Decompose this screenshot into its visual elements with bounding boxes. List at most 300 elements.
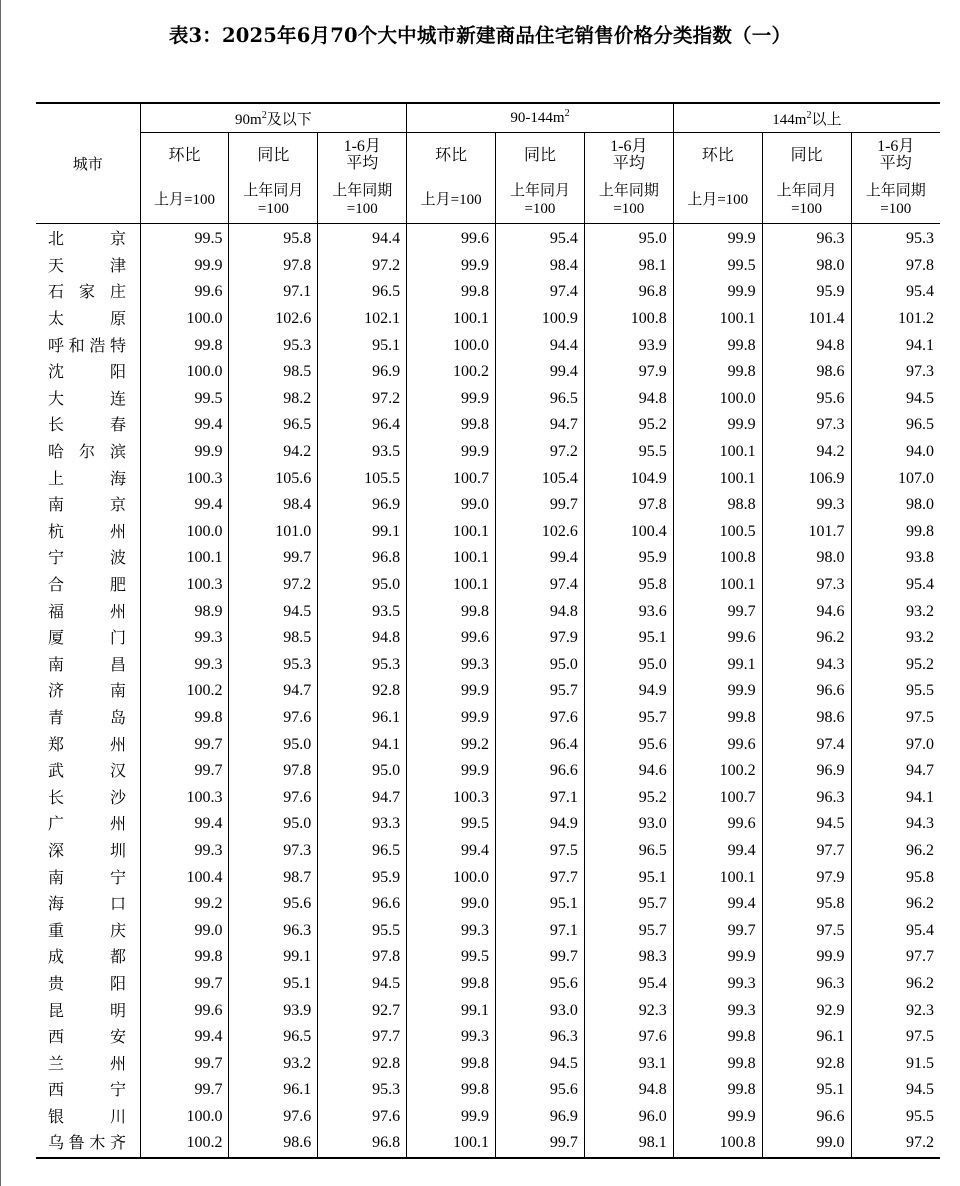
header-line: 上月=100 — [154, 192, 215, 208]
value-cell: 97.3 — [906, 363, 934, 381]
value-cell: 97.7 — [906, 948, 934, 966]
value-cell: 99.9 — [407, 253, 496, 280]
value-cell: 99.9 — [407, 386, 496, 413]
value-cell: 99.8 — [673, 1024, 762, 1051]
value-cell: 94.8 — [762, 332, 851, 359]
city-name: 天津 — [48, 255, 126, 275]
city-cell — [36, 279, 140, 306]
value-cell: 96.3 — [229, 917, 318, 944]
value-cell: 95.8 — [762, 891, 851, 918]
city-name: 广州 — [48, 814, 126, 834]
base-label-header — [673, 177, 762, 224]
value-cell: 96.2 — [906, 974, 934, 992]
value-cell: 100.3 — [140, 465, 229, 492]
value-cell: 94.5 — [318, 971, 407, 998]
group-header-1 — [140, 103, 407, 133]
table-row — [36, 625, 940, 652]
value-cell: 99.7 — [140, 731, 229, 758]
value-cell: 96.5 — [229, 412, 318, 439]
value-cell: 99.6 — [673, 625, 762, 652]
value-cell: 99.4 — [140, 1024, 229, 1051]
value-cell: 95.2 — [906, 655, 934, 673]
value-cell: 99.0 — [762, 1130, 851, 1158]
value-cell: 97.1 — [496, 784, 585, 811]
value-cell: 99.3 — [673, 971, 762, 998]
value-cell: 100.7 — [673, 784, 762, 811]
value-cell: 96.3 — [762, 784, 851, 811]
value-cell: 99.9 — [407, 678, 496, 705]
city-cell — [36, 359, 140, 386]
value-cell: 101.4 — [762, 306, 851, 333]
value-cell: 94.9 — [584, 678, 673, 705]
table-row — [36, 705, 940, 732]
value-cell: 97.6 — [318, 1104, 407, 1131]
table-row — [36, 572, 940, 599]
value-cell: 97.5 — [496, 838, 585, 865]
value-cell: 95.0 — [584, 224, 673, 253]
value-cell: 100.1 — [673, 864, 762, 891]
value-cell: 95.0 — [496, 652, 585, 679]
city-name: 贵阳 — [48, 973, 126, 993]
city-name: 哈尔滨 — [48, 442, 126, 462]
base-label-header — [851, 177, 940, 224]
value-cell: 96.1 — [318, 705, 407, 732]
value-cell: 97.6 — [584, 1024, 673, 1051]
header-line: 环比 — [168, 146, 201, 164]
value-cell: 106.9 — [762, 465, 851, 492]
table-body — [36, 224, 940, 1158]
city-cell — [36, 731, 140, 758]
value-cell: 99.8 — [407, 1077, 496, 1104]
value-cell: 97.9 — [496, 625, 585, 652]
value-cell: 99.3 — [407, 652, 496, 679]
value-cell: 94.5 — [496, 1050, 585, 1077]
table-row — [36, 332, 940, 359]
value-cell: 97.4 — [496, 572, 585, 599]
value-cell: 94.5 — [229, 598, 318, 625]
city-cell — [36, 545, 140, 572]
value-cell: 93.2 — [906, 629, 934, 647]
value-cell: 95.8 — [584, 572, 673, 599]
value-cell: 94.7 — [906, 762, 934, 780]
city-cell — [36, 1050, 140, 1077]
table-row — [36, 1104, 940, 1131]
value-cell: 99.4 — [407, 838, 496, 865]
value-cell: 95.3 — [318, 1077, 407, 1104]
city-name: 成都 — [48, 947, 126, 967]
table-row — [36, 1024, 940, 1051]
city-cell — [36, 891, 140, 918]
value-cell: 99.9 — [407, 439, 496, 466]
table-row — [36, 519, 940, 546]
table-row — [36, 652, 940, 679]
city-cell — [36, 784, 140, 811]
value-cell: 100.0 — [407, 864, 496, 891]
value-cell: 100.2 — [140, 678, 229, 705]
group-sup: 2 — [806, 109, 812, 121]
value-cell: 96.8 — [318, 1130, 407, 1158]
value-cell: 97.8 — [584, 492, 673, 519]
city-cell — [36, 386, 140, 413]
value-cell: 99.6 — [407, 625, 496, 652]
value-cell: 97.3 — [762, 572, 851, 599]
value-cell: 96.5 — [318, 838, 407, 865]
value-cell: 93.2 — [906, 602, 934, 620]
table-row — [36, 838, 940, 865]
value-cell: 96.1 — [762, 1024, 851, 1051]
value-cell: 96.9 — [318, 492, 407, 519]
value-cell: 99.9 — [673, 944, 762, 971]
city-cell — [36, 224, 140, 253]
value-cell: 92.3 — [584, 997, 673, 1024]
value-cell: 99.7 — [229, 545, 318, 572]
value-cell: 96.9 — [496, 1104, 585, 1131]
header-line: 1-6月 — [610, 138, 648, 155]
value-cell: 99.7 — [140, 971, 229, 998]
header-line: 1-6月 — [877, 138, 915, 155]
sub-label-header — [584, 133, 673, 178]
value-cell: 99.4 — [673, 891, 762, 918]
value-cell: 95.1 — [584, 864, 673, 891]
value-cell: 94.2 — [229, 439, 318, 466]
header-line: =100 — [880, 201, 912, 217]
value-cell: 97.2 — [851, 1130, 940, 1158]
table-row — [36, 253, 940, 280]
value-cell: 99.6 — [407, 224, 496, 253]
value-cell: 94.5 — [906, 1081, 934, 1099]
value-cell: 97.1 — [229, 279, 318, 306]
value-cell: 95.6 — [584, 731, 673, 758]
city-name: 深圳 — [48, 840, 126, 860]
value-cell: 99.3 — [140, 652, 229, 679]
base-label-header — [140, 177, 229, 224]
value-cell: 93.9 — [584, 332, 673, 359]
value-cell: 94.6 — [584, 758, 673, 785]
value-cell: 98.8 — [673, 492, 762, 519]
value-cell: 99.3 — [140, 838, 229, 865]
value-cell: 97.3 — [229, 838, 318, 865]
value-cell: 95.3 — [229, 652, 318, 679]
value-cell: 96.4 — [496, 731, 585, 758]
value-cell: 104.9 — [584, 465, 673, 492]
city-cell — [36, 917, 140, 944]
header-line: =100 — [257, 201, 289, 217]
value-cell: 93.8 — [906, 549, 934, 567]
value-cell: 100.1 — [140, 545, 229, 572]
value-cell: 94.9 — [496, 811, 585, 838]
value-cell: 99.1 — [229, 944, 318, 971]
city-name: 武汉 — [48, 761, 126, 781]
value-cell: 99.9 — [140, 439, 229, 466]
value-cell: 97.2 — [318, 386, 407, 413]
group-base: 90m — [235, 111, 262, 128]
city-name: 合肥 — [48, 575, 126, 595]
city-name: 宁波 — [48, 548, 126, 568]
value-cell: 99.3 — [140, 625, 229, 652]
value-cell: 97.6 — [229, 784, 318, 811]
value-cell: 99.9 — [407, 705, 496, 732]
city-name: 济南 — [48, 681, 126, 701]
sub-label-header — [496, 133, 585, 178]
city-cell — [36, 1104, 140, 1131]
value-cell: 95.2 — [584, 412, 673, 439]
sub-label-header — [140, 133, 229, 178]
value-cell: 93.0 — [584, 811, 673, 838]
value-cell: 95.8 — [229, 224, 318, 253]
value-cell: 100.2 — [407, 359, 496, 386]
value-cell: 100.1 — [407, 545, 496, 572]
value-cell: 99.8 — [906, 522, 934, 540]
value-cell: 94.3 — [762, 652, 851, 679]
city-cell — [36, 864, 140, 891]
sub-label-header — [673, 133, 762, 178]
value-cell: 99.9 — [673, 678, 762, 705]
value-cell: 100.0 — [673, 386, 762, 413]
value-cell: 99.7 — [673, 917, 762, 944]
value-cell: 99.4 — [140, 811, 229, 838]
value-cell: 99.4 — [140, 412, 229, 439]
value-cell: 98.6 — [229, 1130, 318, 1158]
table-row — [36, 465, 940, 492]
value-cell: 96.3 — [496, 1024, 585, 1051]
value-cell: 97.2 — [496, 439, 585, 466]
value-cell: 95.3 — [318, 652, 407, 679]
value-cell: 97.5 — [762, 917, 851, 944]
value-cell: 99.9 — [407, 758, 496, 785]
value-cell: 100.1 — [407, 1130, 496, 1158]
value-cell: 99.4 — [140, 492, 229, 519]
value-cell: 101.7 — [762, 519, 851, 546]
value-cell: 99.0 — [407, 492, 496, 519]
value-cell: 100.7 — [407, 465, 496, 492]
header-line: 上年同期 — [332, 183, 393, 199]
value-cell: 99.5 — [407, 944, 496, 971]
value-cell: 95.0 — [584, 652, 673, 679]
city-name: 重庆 — [48, 920, 126, 940]
value-cell: 94.1 — [906, 336, 934, 354]
value-cell: 95.0 — [318, 758, 407, 785]
base-label-header — [407, 177, 496, 224]
value-cell: 94.8 — [318, 625, 407, 652]
value-cell: 95.4 — [496, 224, 585, 253]
value-cell: 98.5 — [229, 625, 318, 652]
group-header-2 — [407, 103, 674, 133]
value-cell: 95.3 — [229, 332, 318, 359]
group-sup: 2 — [261, 109, 267, 121]
value-cell: 97.8 — [229, 758, 318, 785]
value-cell: 96.2 — [906, 895, 934, 913]
table-row — [36, 492, 940, 519]
city-name: 兰州 — [48, 1053, 126, 1073]
group-base: 90-144m — [510, 109, 565, 126]
city-cell — [36, 598, 140, 625]
value-cell: 99.9 — [673, 412, 762, 439]
value-cell: 91.5 — [906, 1054, 934, 1072]
value-cell: 99.1 — [407, 997, 496, 1024]
table-row — [36, 1050, 940, 1077]
value-cell: 102.6 — [496, 519, 585, 546]
value-cell: 99.3 — [673, 997, 762, 1024]
value-cell: 94.1 — [906, 788, 934, 806]
value-cell: 96.8 — [318, 545, 407, 572]
header-line: =100 — [524, 201, 556, 217]
value-cell: 94.4 — [496, 332, 585, 359]
value-cell: 99.4 — [496, 359, 585, 386]
value-cell: 94.4 — [318, 224, 407, 253]
page-left-border — [0, 0, 1, 1186]
header-line: 环比 — [701, 146, 734, 164]
sub-label-header — [762, 133, 851, 178]
value-cell: 100.0 — [407, 332, 496, 359]
table-row — [36, 359, 940, 386]
value-cell: 99.7 — [140, 1077, 229, 1104]
page-title: 表3：2025年6月70个大中城市新建商品住宅销售价格分类指数（一） — [168, 24, 792, 47]
value-cell: 98.7 — [229, 864, 318, 891]
city-cell — [36, 705, 140, 732]
value-cell: 95.4 — [906, 283, 934, 301]
value-cell: 99.8 — [673, 1050, 762, 1077]
header-line: 平均 — [346, 155, 379, 172]
value-cell: 94.1 — [318, 731, 407, 758]
header-line: 上月=100 — [687, 192, 749, 208]
value-cell: 100.9 — [496, 306, 585, 333]
value-cell: 93.6 — [584, 598, 673, 625]
value-cell: 93.0 — [496, 997, 585, 1024]
table-row — [36, 386, 940, 413]
value-cell: 100.1 — [673, 572, 762, 599]
value-cell: 100.3 — [140, 572, 229, 599]
value-cell: 99.1 — [318, 519, 407, 546]
value-cell: 97.7 — [318, 1024, 407, 1051]
value-cell: 95.6 — [496, 1077, 585, 1104]
value-cell: 99.8 — [407, 279, 496, 306]
city-name: 西安 — [48, 1027, 126, 1047]
header-row-sublabels — [36, 133, 940, 178]
value-cell: 96.5 — [906, 416, 934, 434]
value-cell: 96.5 — [496, 386, 585, 413]
value-cell: 97.8 — [906, 256, 934, 274]
value-cell: 95.7 — [584, 891, 673, 918]
value-cell: 95.1 — [762, 1077, 851, 1104]
value-cell: 99.8 — [407, 412, 496, 439]
value-cell: 92.9 — [762, 997, 851, 1024]
value-cell: 100.1 — [673, 439, 762, 466]
group-sup: 2 — [564, 107, 570, 119]
value-cell: 98.0 — [762, 253, 851, 280]
city-cell — [36, 519, 140, 546]
value-cell: 100.8 — [673, 1130, 762, 1158]
value-cell: 98.0 — [762, 545, 851, 572]
value-cell: 96.5 — [584, 838, 673, 865]
city-name: 太原 — [48, 309, 126, 329]
value-cell: 92.8 — [762, 1050, 851, 1077]
value-cell: 94.8 — [496, 598, 585, 625]
value-cell: 99.7 — [496, 944, 585, 971]
value-cell: 98.1 — [584, 253, 673, 280]
value-cell: 99.8 — [140, 944, 229, 971]
value-cell: 99.5 — [140, 386, 229, 413]
city-name: 杭州 — [48, 521, 126, 541]
city-cell — [36, 1130, 140, 1158]
value-cell: 100.1 — [407, 519, 496, 546]
value-cell: 99.3 — [407, 917, 496, 944]
value-cell: 98.2 — [229, 386, 318, 413]
value-cell: 98.6 — [762, 705, 851, 732]
table-row — [36, 1130, 940, 1158]
city-name: 北京 — [48, 229, 126, 249]
value-cell: 97.5 — [906, 1028, 934, 1046]
value-cell: 99.8 — [140, 705, 229, 732]
value-cell: 96.6 — [318, 891, 407, 918]
table-header — [36, 103, 940, 224]
value-cell: 94.2 — [762, 439, 851, 466]
value-cell: 99.4 — [673, 838, 762, 865]
value-cell: 95.9 — [584, 545, 673, 572]
value-cell: 100.1 — [673, 465, 762, 492]
value-cell: 96.3 — [762, 224, 851, 253]
city-name: 上海 — [48, 468, 126, 488]
value-cell: 102.6 — [229, 306, 318, 333]
value-cell: 97.6 — [229, 705, 318, 732]
value-cell: 95.7 — [584, 705, 673, 732]
header-line: 平均 — [879, 155, 912, 172]
header-line: 上年同期 — [598, 183, 659, 199]
value-cell: 98.6 — [762, 359, 851, 386]
value-cell: 97.4 — [496, 279, 585, 306]
value-cell: 98.9 — [140, 598, 229, 625]
city-column-header — [36, 103, 140, 224]
value-cell: 100.4 — [140, 864, 229, 891]
group-suffix: 以上 — [811, 111, 842, 128]
value-cell: 99.9 — [673, 224, 762, 253]
value-cell: 96.1 — [229, 1077, 318, 1104]
city-name: 福州 — [48, 601, 126, 621]
value-cell: 99.9 — [140, 253, 229, 280]
value-cell: 101.2 — [898, 310, 934, 328]
city-name: 西宁 — [48, 1080, 126, 1100]
city-name: 呼和浩特 — [48, 335, 126, 355]
value-cell: 95.0 — [229, 811, 318, 838]
city-name: 长沙 — [48, 787, 126, 807]
value-cell: 99.8 — [407, 971, 496, 998]
city-name: 青岛 — [48, 707, 126, 727]
value-cell: 94.7 — [496, 412, 585, 439]
table-row — [36, 731, 940, 758]
value-cell: 93.5 — [318, 439, 407, 466]
value-cell: 105.4 — [496, 465, 585, 492]
value-cell: 99.8 — [673, 705, 762, 732]
value-cell: 95.5 — [906, 682, 934, 700]
city-cell — [36, 944, 140, 971]
table-row — [36, 598, 940, 625]
value-cell: 99.5 — [673, 253, 762, 280]
base-label-header — [496, 177, 585, 224]
header-line: 1-6月 — [343, 138, 381, 155]
city-cell — [36, 758, 140, 785]
value-cell: 94.8 — [584, 1077, 673, 1104]
value-cell: 95.9 — [318, 864, 407, 891]
value-cell: 99.9 — [673, 279, 762, 306]
value-cell: 94.3 — [906, 815, 934, 833]
table-row — [36, 891, 940, 918]
value-cell: 97.6 — [229, 1104, 318, 1131]
value-cell: 94.5 — [906, 389, 934, 407]
value-cell: 96.5 — [229, 1024, 318, 1051]
value-cell: 99.8 — [407, 1050, 496, 1077]
value-cell: 93.5 — [318, 598, 407, 625]
value-cell: 95.6 — [496, 971, 585, 998]
value-cell: 97.2 — [318, 253, 407, 280]
